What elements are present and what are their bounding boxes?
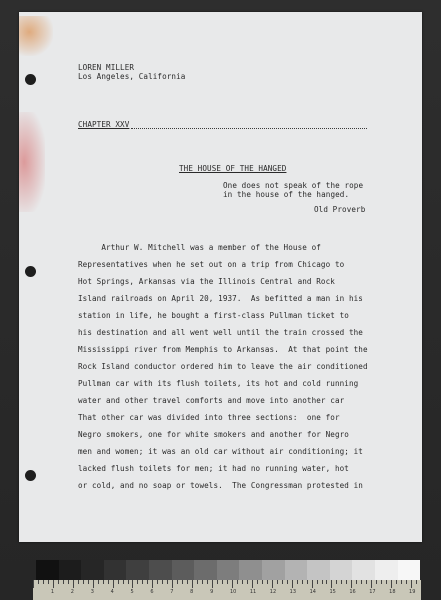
ruler-tick — [361, 580, 362, 584]
ruler-tick — [322, 580, 323, 584]
ruler-tick — [103, 580, 104, 584]
ruler-tick — [366, 580, 367, 584]
ruler-tick — [227, 580, 228, 584]
ruler-tick — [88, 580, 89, 584]
body-line: Island railroads on April 20, 1937. As befitted a man in his — [78, 294, 363, 303]
ruler-number: 16 — [349, 589, 356, 595]
ruler-tick — [312, 580, 313, 588]
ruler-number: 17 — [369, 589, 376, 595]
ruler-tick — [98, 580, 99, 584]
ruler-tick — [277, 580, 278, 584]
rust-stain — [19, 16, 53, 56]
body-line: lacked flush toilets for men; it had no running water, hot — [78, 464, 349, 473]
ruler-tick — [202, 580, 203, 584]
chapter-label: CHAPTER XXV — [78, 120, 130, 129]
ruler-tick — [326, 580, 327, 584]
ruler-tick — [177, 580, 178, 584]
body-line: his destination and all went well until the train crossed the — [78, 328, 363, 337]
body-line: water and other travel comforts and move into another car — [78, 396, 345, 405]
ruler-number: 14 — [309, 589, 316, 595]
ruler-tick — [128, 580, 129, 584]
ruler-tick — [242, 580, 243, 584]
ruler-tick — [371, 580, 372, 588]
ruler-tick — [232, 580, 233, 588]
ruler-number: 6 — [150, 589, 154, 595]
ruler-number: 3 — [90, 589, 94, 595]
body-line: Negro smokers, one for white smokers and another for Negro — [78, 430, 349, 439]
body-line: Representatives when he set out on a trip from Chicago to — [78, 260, 345, 269]
ruler-tick — [187, 580, 188, 584]
ruler-tick — [336, 580, 337, 584]
ruler-tick — [123, 580, 124, 584]
red-stain — [19, 112, 45, 212]
ruler-tick — [416, 580, 417, 584]
ruler-number: 9 — [210, 589, 214, 595]
ruler-number: 19 — [409, 589, 416, 595]
ruler-tick — [411, 580, 412, 588]
ruler-number: 15 — [329, 589, 336, 595]
grayscale-calibration-strip — [36, 560, 420, 580]
ruler-number: 7 — [170, 589, 174, 595]
ruler-tick — [376, 580, 377, 584]
ruler-tick — [272, 580, 273, 588]
ruler-tick — [68, 580, 69, 584]
ruler-tick — [287, 580, 288, 584]
ruler-tick — [212, 580, 213, 588]
ruler-tick — [217, 580, 218, 584]
ruler-tick — [137, 580, 138, 584]
epigraph-attribution: Old Proverb — [314, 205, 366, 214]
ruler-tick — [307, 580, 308, 584]
ruler-tick — [167, 580, 168, 584]
body-line: station in life, he bought a first-class Pullman ticket to — [78, 311, 349, 320]
punch-hole — [25, 266, 36, 277]
ruler-number: 18 — [389, 589, 396, 595]
ruler-tick — [78, 580, 79, 584]
ruler-number: 13 — [289, 589, 297, 595]
ruler-tick — [118, 580, 119, 584]
measurement-ruler — [33, 580, 421, 600]
ruler-tick — [247, 580, 248, 584]
ruler-tick — [396, 580, 397, 584]
ruler-tick — [43, 580, 44, 584]
chapter-title: THE HOUSE OF THE HANGED — [179, 164, 287, 173]
ruler-tick — [346, 580, 347, 584]
body-line: men and women; it was an old car without air conditioning; it — [78, 447, 363, 456]
body-line: Hot Springs, Arkansas via the Illinois Central and Rock — [78, 277, 335, 286]
body-line: Mississippi river from Memphis to Arkansas. At that point the — [78, 345, 368, 354]
ruler-tick — [317, 580, 318, 584]
ruler-tick — [292, 580, 293, 588]
ruler-tick — [282, 580, 283, 584]
ruler-tick — [142, 580, 143, 584]
author-location: Los Angeles, California — [78, 72, 186, 81]
ruler-number: 4 — [110, 589, 114, 595]
ruler-tick — [93, 580, 94, 588]
ruler-tick — [386, 580, 387, 584]
ruler-tick — [108, 580, 109, 584]
ruler-number: 2 — [70, 589, 74, 595]
chapter-leader-dots — [131, 128, 367, 131]
ruler-tick — [391, 580, 392, 588]
body-line: Rock Island conductor ordered him to leave the air conditioned — [78, 362, 368, 371]
body-line: That other car was divided into three sections: one for — [78, 413, 340, 422]
ruler-tick — [172, 580, 173, 588]
epigraph-line-1: One does not speak of the rope — [223, 181, 364, 190]
body-line: or cold, and no soap or towels. The Congressman protested in — [78, 481, 363, 490]
ruler-tick — [162, 580, 163, 584]
ruler-number: 1 — [50, 589, 55, 595]
ruler-tick — [38, 580, 39, 584]
ruler-tick — [297, 580, 298, 584]
punch-hole — [25, 470, 36, 481]
epigraph-line-2: in the house of the hanged. — [223, 190, 350, 199]
ruler-tick — [237, 580, 238, 584]
ruler-tick — [33, 580, 34, 588]
ruler-tick — [152, 580, 153, 588]
ruler-tick — [381, 580, 382, 584]
punch-hole — [25, 74, 36, 85]
ruler-number: 5 — [130, 589, 134, 595]
ruler-tick — [262, 580, 263, 584]
ruler-tick — [147, 580, 148, 584]
ruler-tick — [83, 580, 84, 584]
ruler-tick — [53, 580, 54, 588]
ruler-tick — [252, 580, 253, 588]
ruler-tick — [113, 580, 114, 588]
ruler-number: 12 — [269, 589, 277, 595]
ruler-tick — [267, 580, 268, 584]
ruler-tick — [73, 580, 74, 588]
ruler-tick — [182, 580, 183, 584]
body-line: Pullman car with its flush toilets, its hot and cold running — [78, 379, 359, 388]
ruler-tick — [63, 580, 64, 584]
ruler-number: 8 — [190, 589, 194, 595]
ruler-tick — [207, 580, 208, 584]
ruler-tick — [331, 580, 332, 588]
ruler-tick — [222, 580, 223, 584]
ruler-tick — [351, 580, 352, 588]
ruler-tick — [257, 580, 258, 584]
ruler-tick — [356, 580, 357, 584]
ruler-tick — [302, 580, 303, 584]
ruler-tick — [48, 580, 49, 584]
ruler-number: 11 — [249, 589, 257, 595]
ruler-tick — [157, 580, 158, 584]
ruler-tick — [406, 580, 407, 584]
ruler-tick — [132, 580, 133, 588]
author-name: LOREN MILLER — [78, 63, 135, 72]
ruler-tick — [192, 580, 193, 588]
ruler-tick — [58, 580, 59, 584]
ruler-tick — [341, 580, 342, 584]
ruler-tick — [197, 580, 198, 584]
ruler-tick — [401, 580, 402, 584]
ruler-number: 10 — [229, 589, 237, 595]
body-line: Arthur W. Mitchell was a member of the House of — [78, 243, 321, 252]
